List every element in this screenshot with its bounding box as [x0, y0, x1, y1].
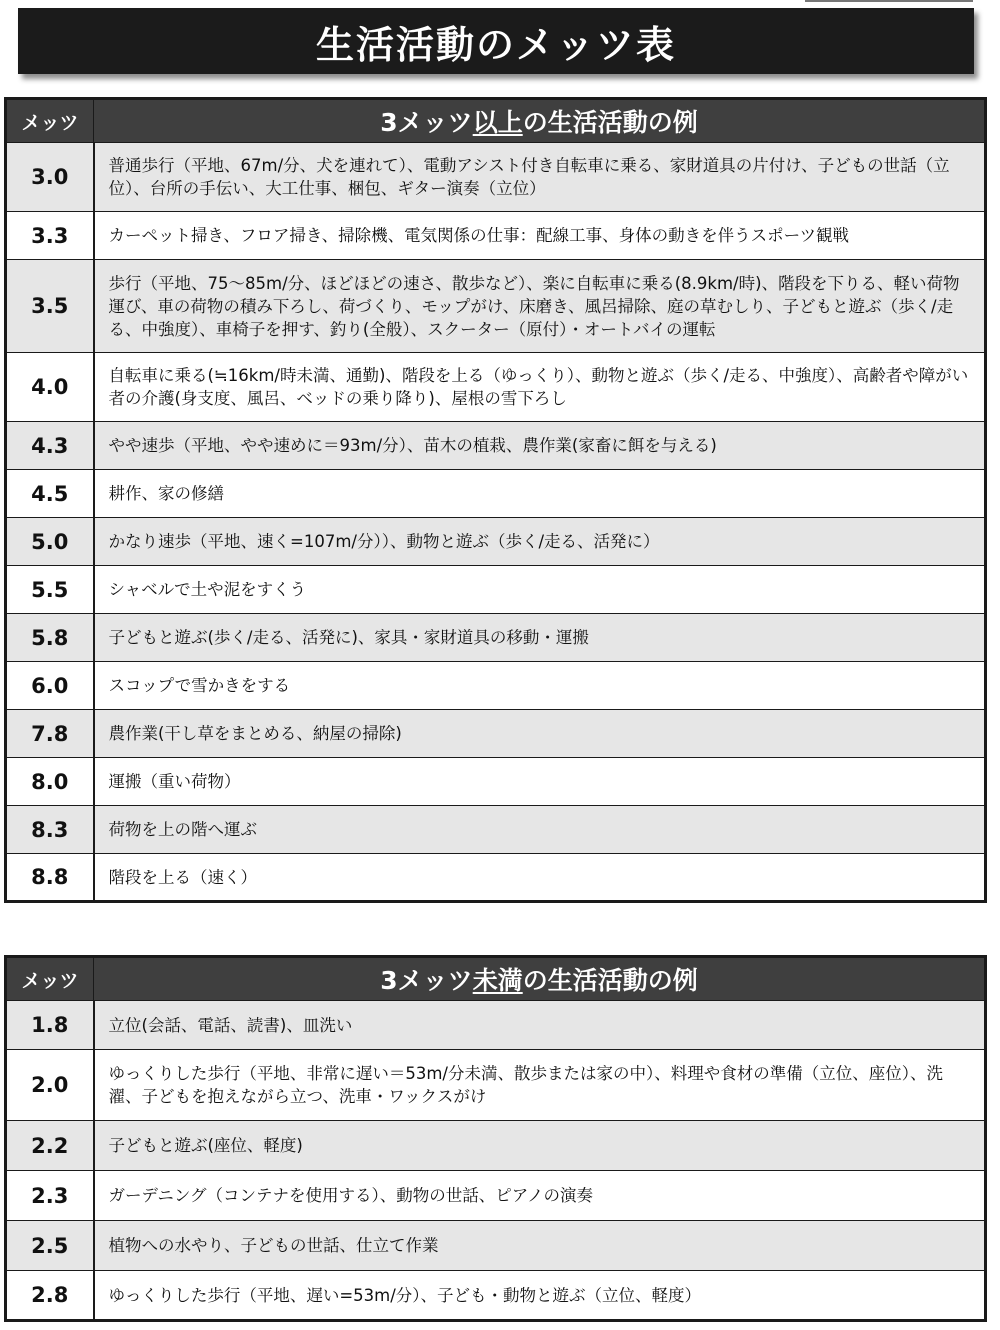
table-row [6, 1171, 986, 1221]
activity-description: かなり速歩（平地、速く=107m/分））、動物と遊ぶ（歩く/走る、活発に） [94, 518, 986, 566]
mets-value: 5.0 [6, 518, 94, 566]
table-row [6, 1121, 986, 1171]
activity-description: やや速歩（平地、やや速めに＝93m/分）、苗木の植栽、農作業(家畜に餌を与える) [94, 422, 986, 470]
table-row [6, 212, 986, 260]
activity-description: 階段を上る（速く） [94, 854, 986, 902]
activity-description: シャベルで土や泥をすくう [94, 566, 986, 614]
table-row [6, 806, 986, 854]
mets-value: 2.0 [6, 1050, 94, 1121]
mets-value: 3.3 [6, 212, 94, 260]
mets-value: 8.8 [6, 854, 94, 902]
mets-value: 2.2 [6, 1121, 94, 1171]
activity-description: ガーデニング（コンテナを使用する）、動物の世話、ピアノの演奏 [94, 1171, 986, 1221]
table-row [6, 854, 986, 902]
activity-description: 植物への水やり、子どもの世話、仕立て作業 [94, 1221, 986, 1271]
mets-value: 3.0 [6, 143, 94, 212]
table-row [6, 1221, 986, 1271]
activity-description: カーペット掃き、フロア掃き、掃除機、電気関係の仕事：配線工事、身体の動きを伴うスポーツ観戦 [94, 212, 986, 260]
page-title: 生活活動のメッツ表 [315, 22, 676, 67]
table-row [6, 143, 986, 212]
table-row [6, 614, 986, 662]
header-title-pre: 3メッツ [380, 108, 473, 137]
table-row [6, 566, 986, 614]
table-row [6, 1001, 986, 1050]
activity-description: 農作業(干し草をまとめる、納屋の掃除) [94, 710, 986, 758]
mets-value: 5.5 [6, 566, 94, 614]
top-right-rule [805, 0, 973, 2]
activity-description: 立位(会話、電話、読書)、皿洗い [94, 1001, 986, 1050]
mets-table-below-3 [4, 955, 987, 1322]
activities-column-header [94, 957, 986, 1001]
mets-value: 1.8 [6, 1001, 94, 1050]
mets-value: 5.8 [6, 614, 94, 662]
mets-value: 2.3 [6, 1171, 94, 1221]
mets-value: 8.0 [6, 758, 94, 806]
mets-value: 7.8 [6, 710, 94, 758]
title-banner [18, 8, 974, 74]
mets-value: 3.5 [6, 260, 94, 353]
activity-description: 運搬（重い荷物） [94, 758, 986, 806]
header-title-underlined: 以上 [472, 108, 523, 137]
mets-column-header: メッツ [6, 99, 94, 143]
mets-value: 4.3 [6, 422, 94, 470]
header-title-underlined: 未満 [472, 966, 523, 995]
activity-description: 耕作、家の修繕 [94, 470, 986, 518]
activity-description: 子どもと遊ぶ(歩く/走る、活発に)、家具・家財道具の移動・運搬 [94, 614, 986, 662]
activity-description: ゆっくりした歩行（平地、非常に遅い＝53m/分未満、散歩または家の中）、料理や食材の準備（立位、座位）、洗濯、子どもを抱えながら立つ、洗車・ワックスがけ [94, 1050, 986, 1121]
mets-table-3-and-above [4, 97, 987, 903]
table-row [6, 758, 986, 806]
table-header-row [6, 99, 986, 143]
table-row [6, 1050, 986, 1121]
activity-description: 自転車に乗る(≒16km/時未満、通勤)、階段を上る（ゆっくり）、動物と遊ぶ（歩く/走る、中強度）、高齢者や障がい者の介護(身支度、風呂、ベッドの乗り降り)、屋根の雪下ろし [94, 353, 986, 422]
header-title-post: の生活活動の例 [522, 966, 698, 995]
mets-value: 2.8 [6, 1271, 94, 1321]
mets-column-header: メッツ [6, 957, 94, 1001]
table-row [6, 662, 986, 710]
activity-description: スコップで雪かきをする [94, 662, 986, 710]
activity-description: 歩行（平地、75～85m/分、ほどほどの速さ、散歩など）、楽に自転車に乗る(8.9km/時)、階段を下りる、軽い荷物運び、車の荷物の積み下ろし、荷づくり、モップがけ、床磨き、風呂掃除、庭の草むしり、子どもと遊ぶ（歩く/走る、中強度）、車椅子を押す、釣り(全般）、スクーター（原付）・オートバイの運転 [94, 260, 986, 353]
table-row [6, 422, 986, 470]
mets-value: 8.3 [6, 806, 94, 854]
mets-value: 4.0 [6, 353, 94, 422]
table-row [6, 518, 986, 566]
header-title-pre: 3メッツ [380, 966, 473, 995]
table-header-row [6, 957, 986, 1001]
activity-description: 普通歩行（平地、67m/分、犬を連れて）、電動アシスト付き自転車に乗る、家財道具の片付け、子どもの世話（立位）、台所の手伝い、大工仕事、梱包、ギター演奏（立位） [94, 143, 986, 212]
table-row [6, 710, 986, 758]
mets-value: 6.0 [6, 662, 94, 710]
table-row [6, 260, 986, 353]
table-row [6, 470, 986, 518]
activity-description: 荷物を上の階へ運ぶ [94, 806, 986, 854]
activities-column-header [94, 99, 986, 143]
mets-value: 2.5 [6, 1221, 94, 1271]
table-row [6, 353, 986, 422]
table-row [6, 1271, 986, 1321]
activity-description: ゆっくりした歩行（平地、遅い=53m/分）、子ども・動物と遊ぶ（立位、軽度） [94, 1271, 986, 1321]
mets-value: 4.5 [6, 470, 94, 518]
header-title-post: の生活活動の例 [522, 108, 698, 137]
activity-description: 子どもと遊ぶ(座位、軽度) [94, 1121, 986, 1171]
